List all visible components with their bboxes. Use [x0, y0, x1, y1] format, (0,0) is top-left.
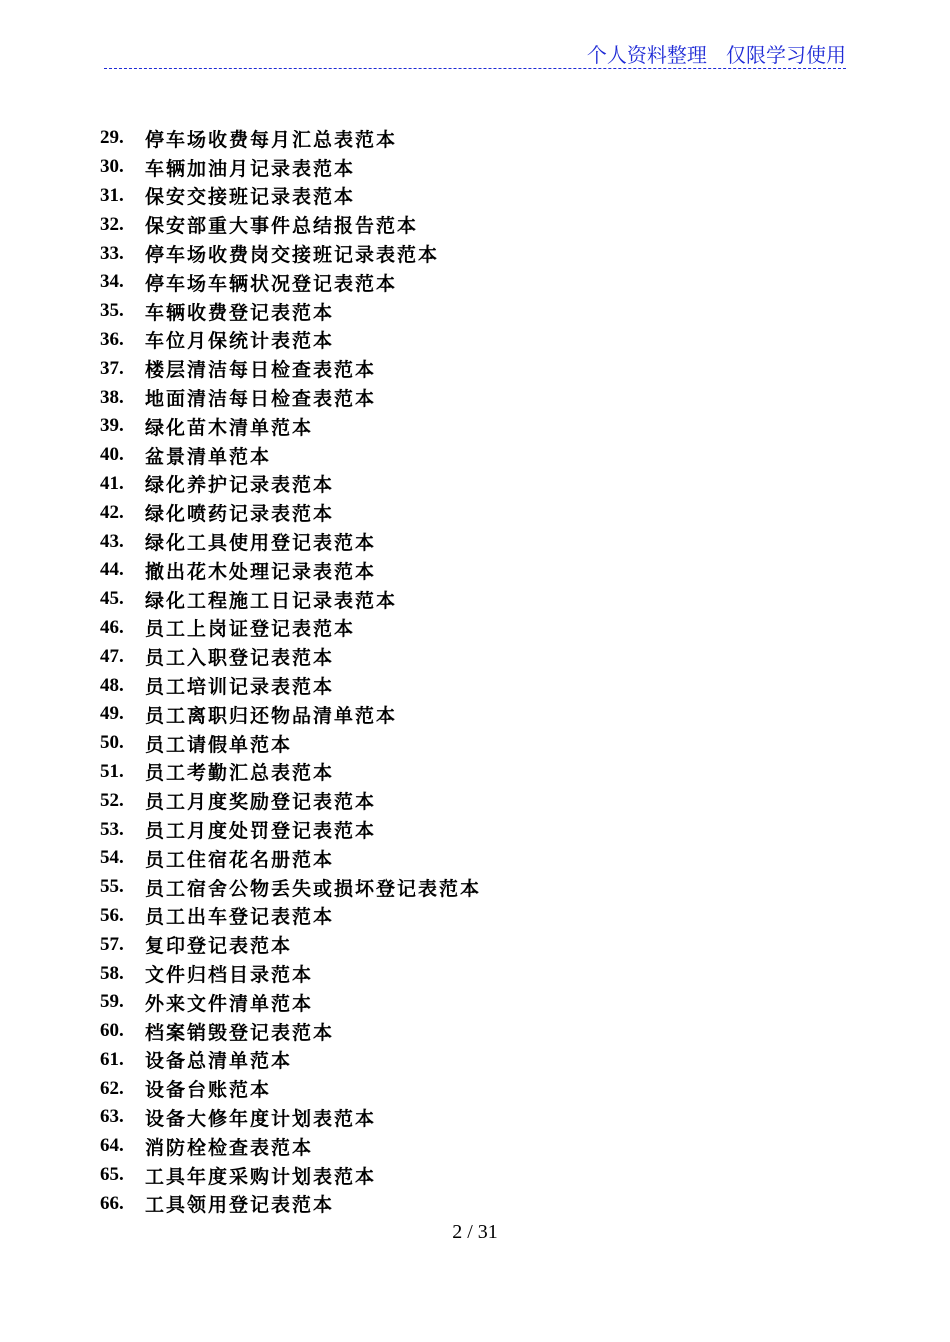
list-item	[100, 124, 481, 153]
document-list	[100, 124, 481, 1218]
list-item-title: 绿化养护记录表范本	[145, 474, 335, 497]
list-item-number: 43.	[100, 530, 124, 552]
list-item	[100, 729, 481, 758]
list-item-title: 员工考勤汇总表范本	[145, 762, 335, 785]
list-item-title: 员工请假单范本	[145, 733, 293, 756]
list-item	[100, 412, 481, 441]
list-item	[100, 210, 481, 239]
list-item-number: 54.	[100, 847, 124, 869]
list-item-title: 车辆加油月记录表范本	[145, 157, 356, 180]
list-item	[100, 815, 481, 844]
list-item-number: 64.	[100, 1135, 124, 1157]
list-item	[100, 642, 481, 671]
list-item-title: 保安交接班记录表范本	[145, 186, 356, 209]
list-item-title: 地面清洁每日检查表范本	[145, 388, 377, 411]
list-item	[100, 1161, 481, 1190]
list-item-number: 34.	[100, 271, 124, 293]
list-item-number: 55.	[100, 876, 124, 898]
list-item-title: 绿化喷药记录表范本	[145, 503, 335, 526]
page-header	[104, 42, 846, 69]
list-item	[100, 844, 481, 873]
list-item-title: 撤出花木处理记录表范本	[145, 560, 377, 583]
list-item-number: 51.	[100, 760, 124, 782]
list-item-number: 63.	[100, 1106, 124, 1128]
list-item	[100, 383, 481, 412]
list-item-title: 员工住宿花名册范本	[145, 848, 335, 871]
list-item-title: 消防栓检查表范本	[145, 1136, 314, 1159]
list-item	[100, 498, 481, 527]
list-item-number: 49.	[100, 703, 124, 725]
list-item-title: 保安部重大事件总结报告范本	[145, 215, 419, 238]
list-item-number: 61.	[100, 1048, 124, 1070]
list-item	[100, 470, 481, 499]
list-item-title: 档案销毁登记表范本	[145, 1021, 335, 1044]
list-item-title: 工具领用登记表范本	[145, 1194, 335, 1217]
list-item-number: 58.	[100, 962, 124, 984]
list-item	[100, 1103, 481, 1132]
list-item-number: 42.	[100, 501, 124, 523]
list-item-title: 停车场收费岗交接班记录表范本	[145, 244, 440, 267]
list-item-number: 30.	[100, 156, 124, 178]
list-item-title: 员工月度奖励登记表范本	[145, 791, 377, 814]
list-item-number: 57.	[100, 933, 124, 955]
list-item-number: 44.	[100, 559, 124, 581]
list-item-number: 46.	[100, 616, 124, 638]
list-item-title: 复印登记表范本	[145, 935, 293, 958]
list-item	[100, 527, 481, 556]
list-item-title: 员工离职归还物品清单范本	[145, 704, 398, 727]
list-item-title: 员工月度处罚登记表范本	[145, 820, 377, 843]
list-item-number: 31.	[100, 184, 124, 206]
list-item	[100, 786, 481, 815]
list-item-title: 设备台账范本	[145, 1079, 272, 1102]
list-item	[100, 700, 481, 729]
page-number: 2 / 31	[452, 1221, 498, 1243]
list-item	[100, 326, 481, 355]
list-item-title: 绿化工具使用登记表范本	[145, 532, 377, 555]
list-item	[100, 441, 481, 470]
list-item-title: 绿化苗木清单范本	[145, 416, 314, 439]
list-item	[100, 1132, 481, 1161]
list-item	[100, 671, 481, 700]
list-item-number: 59.	[100, 991, 124, 1013]
list-item	[100, 873, 481, 902]
list-item-title: 盆景清单范本	[145, 445, 272, 468]
list-item	[100, 988, 481, 1017]
list-item-number: 39.	[100, 415, 124, 437]
list-item	[100, 930, 481, 959]
list-item	[100, 268, 481, 297]
list-item-number: 29.	[100, 127, 124, 149]
list-item-number: 47.	[100, 645, 124, 667]
list-item-number: 56.	[100, 904, 124, 926]
list-item-title: 员工出车登记表范本	[145, 906, 335, 929]
list-item	[100, 902, 481, 931]
list-item-number: 52.	[100, 789, 124, 811]
list-item-title: 楼层清洁每日检查表范本	[145, 359, 377, 382]
list-item	[100, 1074, 481, 1103]
list-item-number: 40.	[100, 444, 124, 466]
list-item-number: 41.	[100, 472, 124, 494]
list-item-title: 员工上岗证登记表范本	[145, 618, 356, 641]
list-item-title: 停车场收费每月汇总表范本	[145, 128, 398, 151]
list-item	[100, 758, 481, 787]
list-item-title: 设备大修年度计划表范本	[145, 1107, 377, 1130]
list-item	[100, 239, 481, 268]
list-item	[100, 1017, 481, 1046]
list-item	[100, 1189, 481, 1218]
list-item-title: 员工培训记录表范本	[145, 676, 335, 699]
list-item-title: 员工宿舍公物丢失或损坏登记表范本	[145, 877, 482, 900]
list-item-title: 车辆收费登记表范本	[145, 301, 335, 324]
list-item	[100, 614, 481, 643]
list-item-title: 工具年度采购计划表范本	[145, 1165, 377, 1188]
list-item-title: 绿化工程施工日记录表范本	[145, 589, 398, 612]
list-item-number: 66.	[100, 1192, 124, 1214]
list-item-number: 48.	[100, 674, 124, 696]
list-item	[100, 556, 481, 585]
list-item	[100, 585, 481, 614]
list-item-number: 36.	[100, 328, 124, 350]
list-item	[100, 153, 481, 182]
list-item-number: 33.	[100, 242, 124, 264]
list-item-title: 设备总清单范本	[145, 1050, 293, 1073]
list-item-number: 35.	[100, 300, 124, 322]
list-item-number: 65.	[100, 1164, 124, 1186]
list-item-number: 37.	[100, 357, 124, 379]
list-item	[100, 959, 481, 988]
list-item	[100, 297, 481, 326]
list-item-number: 60.	[100, 1020, 124, 1042]
list-item-title: 停车场车辆状况登记表范本	[145, 272, 398, 295]
list-item-number: 62.	[100, 1077, 124, 1099]
list-item-number: 45.	[100, 588, 124, 610]
list-item	[100, 182, 481, 211]
list-item-number: 53.	[100, 818, 124, 840]
list-item	[100, 1046, 481, 1075]
list-item-title: 外来文件清单范本	[145, 992, 314, 1015]
list-item-title: 员工入职登记表范本	[145, 647, 335, 670]
list-item-title: 车位月保统计表范本	[145, 330, 335, 353]
list-item-number: 32.	[100, 213, 124, 235]
list-item-title: 文件归档目录范本	[145, 964, 314, 986]
list-item-number: 50.	[100, 732, 124, 754]
list-item-number: 38.	[100, 386, 124, 408]
list-item	[100, 354, 481, 383]
header-text: 个人资料整理 仅限学习使用	[586, 43, 846, 67]
